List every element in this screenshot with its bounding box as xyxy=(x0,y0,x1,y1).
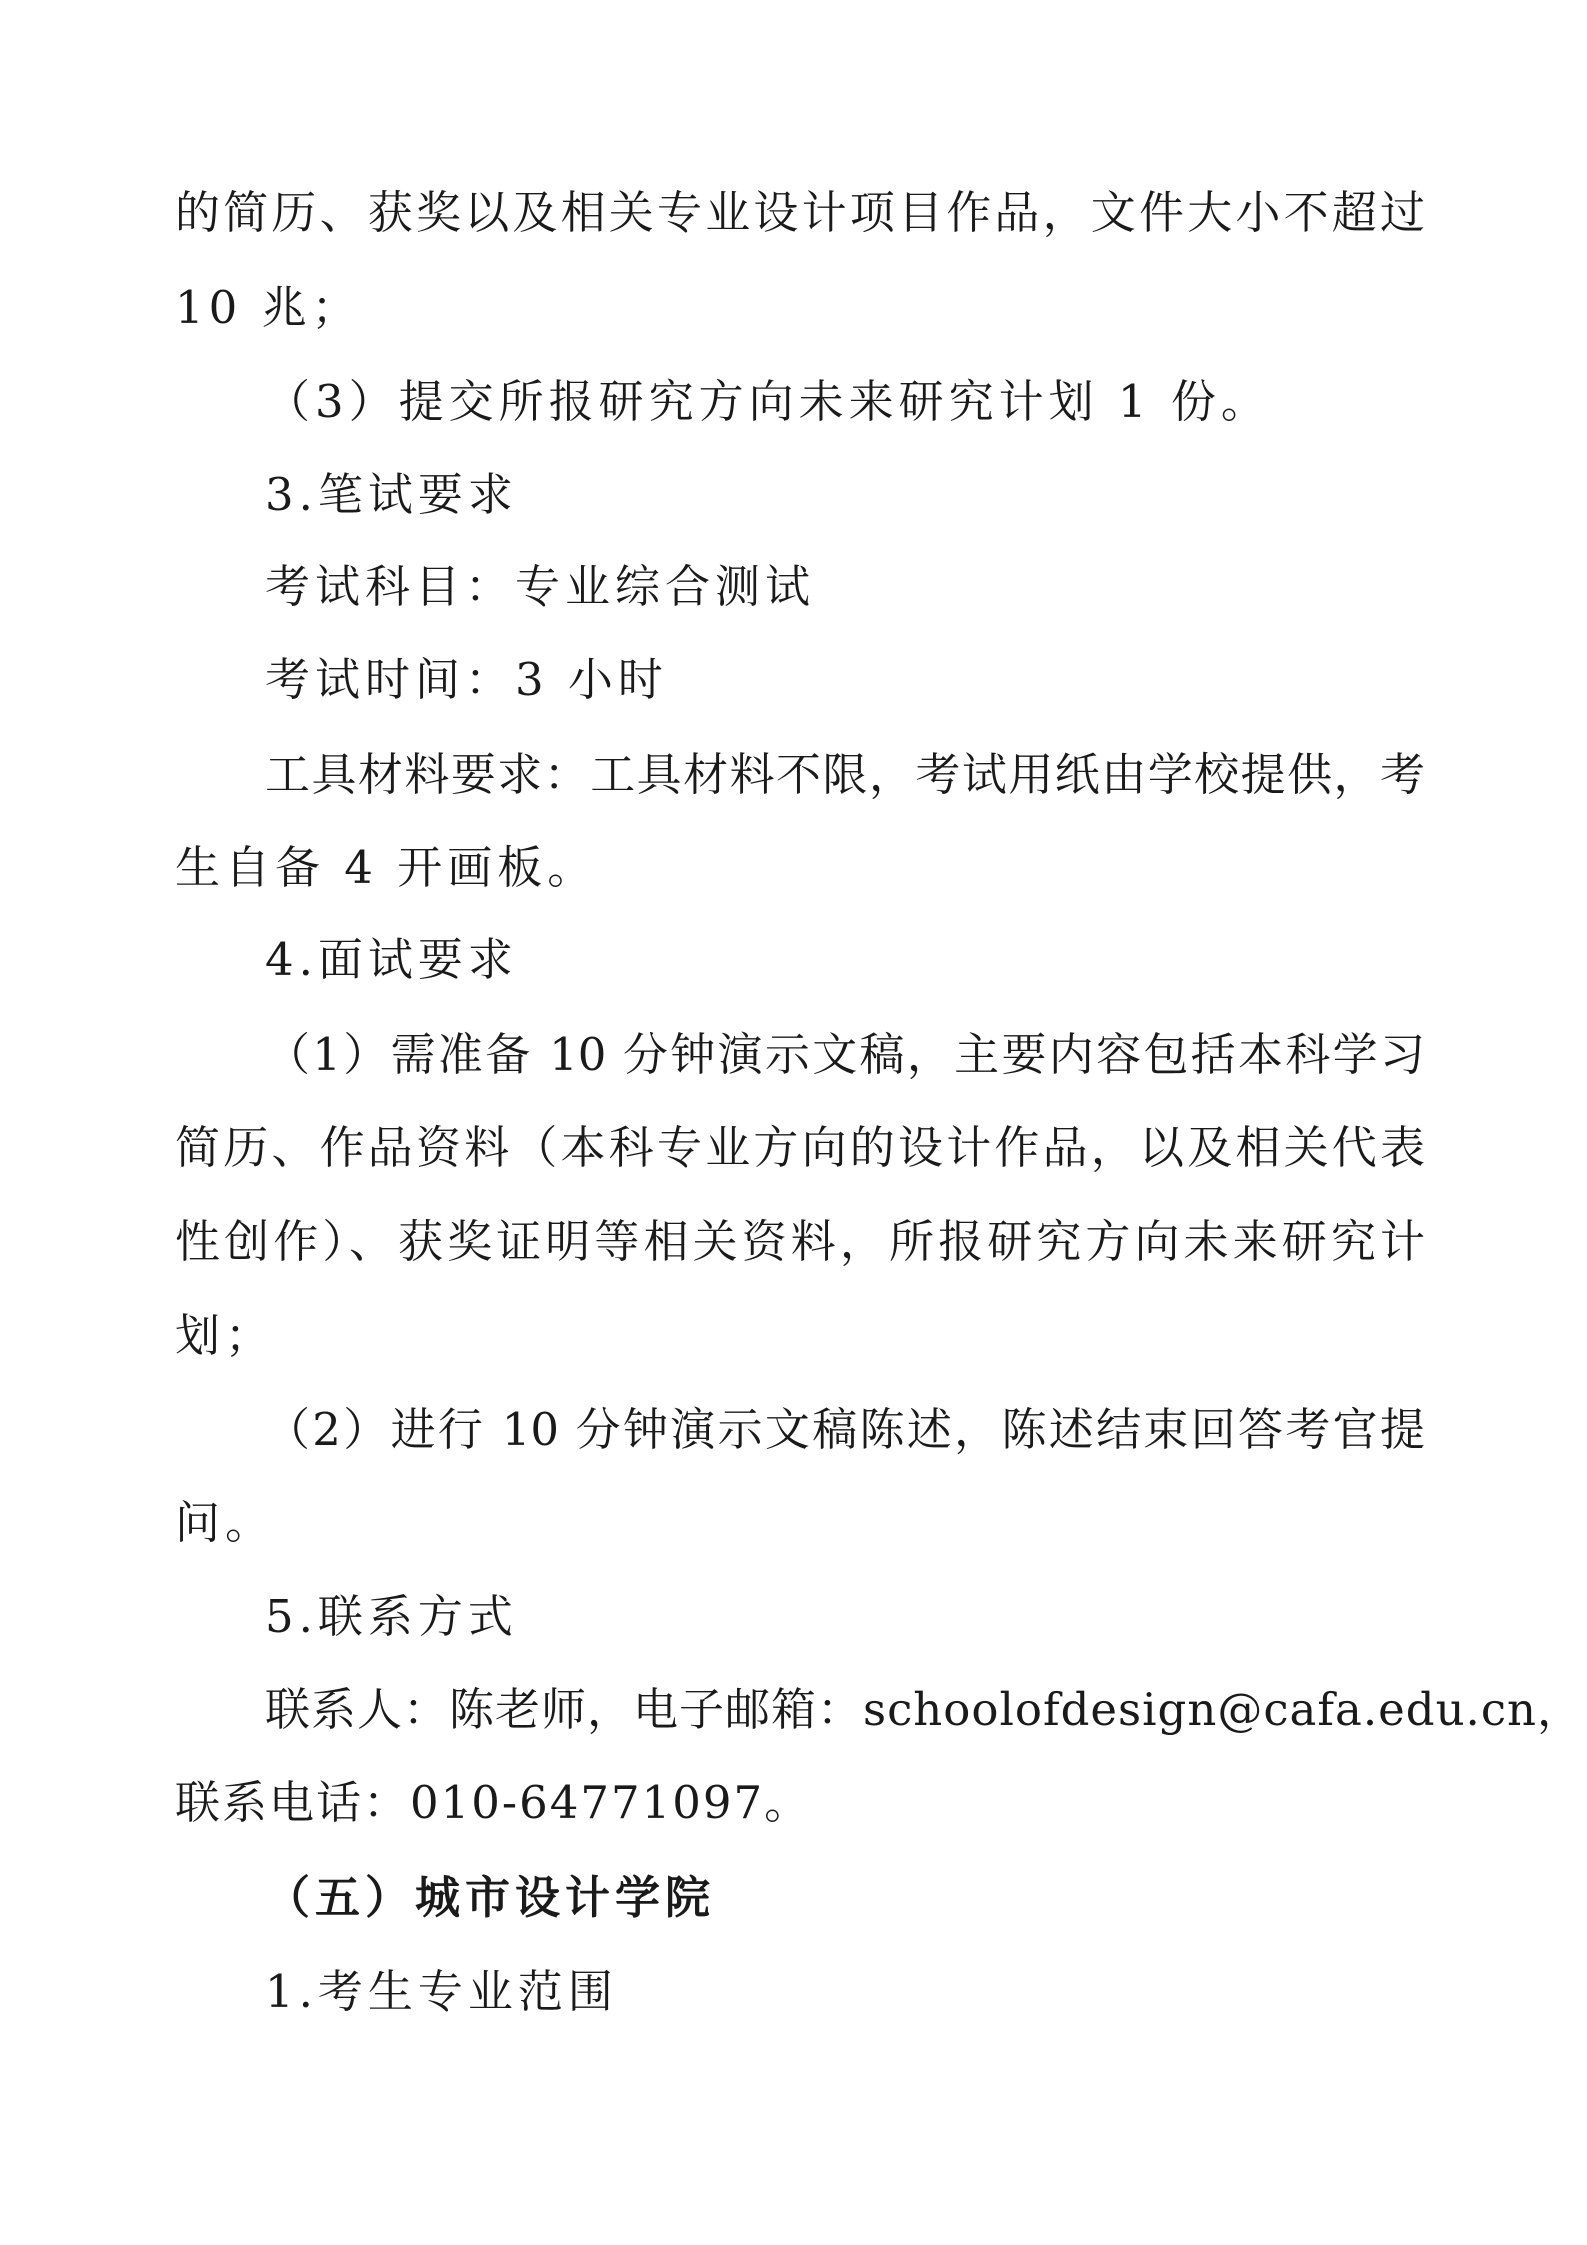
contact-phone: 联系电话：010-64771097。 xyxy=(175,1776,812,1829)
interview-item-1-cont2: 性创作）、获奖证明等相关资料，所报研究方向未来研究计 xyxy=(175,1215,1425,1268)
tool-requirements: 工具材料要求：工具材料不限，考试用纸由学校提供，考 xyxy=(265,748,1425,801)
section-heading-interview: 4.面试要求 xyxy=(265,933,518,986)
interview-item-1-end: 划； xyxy=(175,1309,276,1362)
exam-subject: 考试科目：专业综合测试 xyxy=(265,560,816,613)
interview-item-2: （2）进行 10 分钟演示文稿陈述，陈述结束回答考官提 xyxy=(265,1403,1425,1456)
section-heading-major-scope: 1.考生专业范围 xyxy=(265,1965,618,2018)
paragraph-line-filesize: 10 兆； xyxy=(175,281,362,334)
contact-person-email: 联系人：陈老师，电子邮箱：schoolofdesign@cafa.edu.cn， xyxy=(265,1683,1584,1736)
paragraph-line-resume: 的简历、获奖以及相关专业设计项目作品，文件大小不超过 xyxy=(175,186,1425,239)
section-heading-contact: 5.联系方式 xyxy=(265,1590,518,1643)
section-heading-urban-design-school: （五）城市设计学院 xyxy=(265,1871,716,1924)
exam-duration: 考试时间：3 小时 xyxy=(265,653,668,706)
interview-item-1: （1）需准备 10 分钟演示文稿，主要内容包括本科学习 xyxy=(265,1028,1425,1081)
tool-requirements-cont: 生自备 4 开画板。 xyxy=(175,841,598,894)
interview-item-1-cont: 简历、作品资料（本科专业方向的设计作品，以及相关代表 xyxy=(175,1121,1425,1174)
section-heading-written-exam: 3.笔试要求 xyxy=(265,468,518,521)
interview-item-2-end: 问。 xyxy=(175,1496,276,1549)
list-item-research-plan: （3）提交所报研究方向未来研究计划 1 份。 xyxy=(265,375,1271,428)
